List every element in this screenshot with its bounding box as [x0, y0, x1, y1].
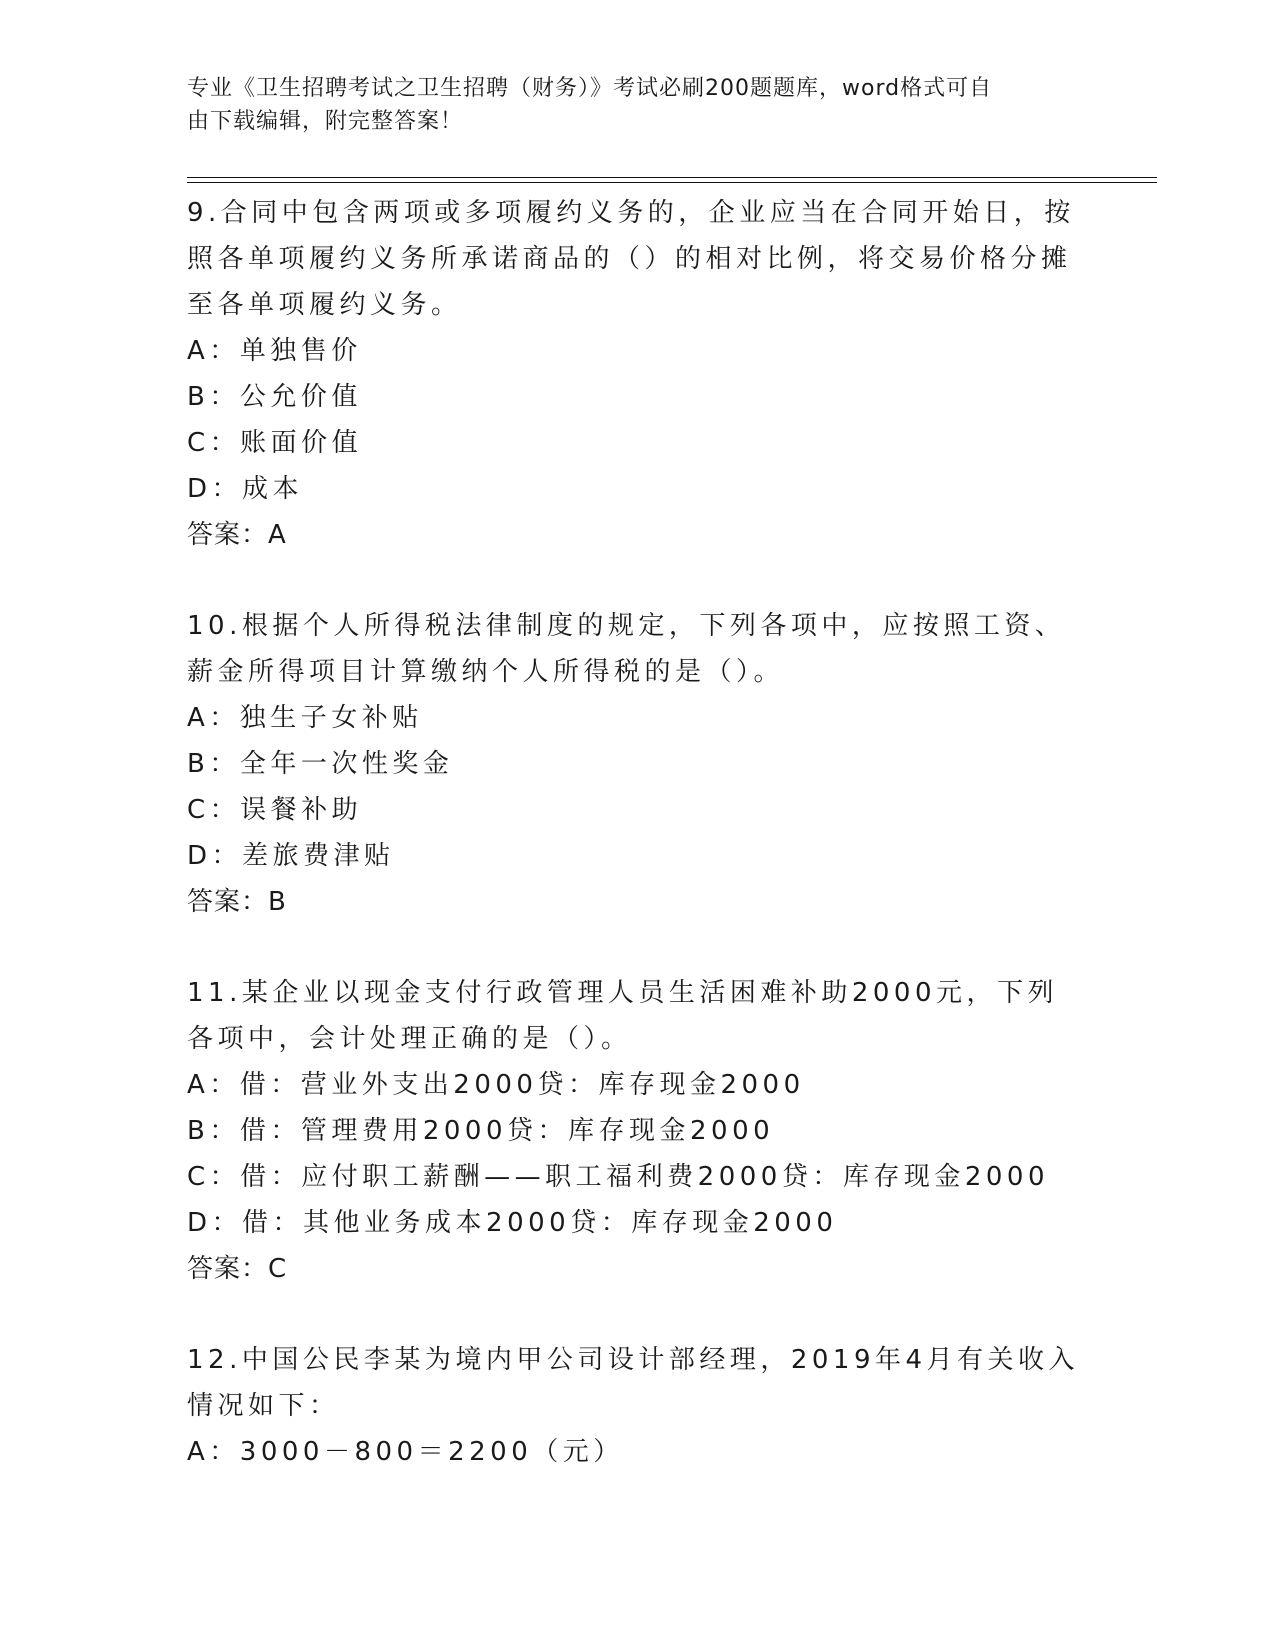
question-text: 10.根据个人所得税法律制度的规定，下列各项中，应按照工资、薪金所得项目计算缴纳个人所得税的是（）。 — [187, 611, 1066, 687]
header-line-1: 专业《卫生招聘考试之卫生招聘（财务）》考试必刷200题题库，word格式可自 — [187, 76, 993, 101]
header-rule-bottom — [187, 182, 1157, 183]
question-10 — [187, 603, 1087, 925]
option-d: D：成本 — [187, 474, 304, 504]
option-c: C：借：应付职工薪酬——职工福利费2000贷：库存现金2000 — [187, 1162, 1049, 1192]
header-rule-top — [187, 177, 1157, 178]
question-text: 12.中国公民李某为境内甲公司设计部经理，2019年4月有关收入情况如下： — [187, 1345, 1080, 1421]
option-c: C：账面价值 — [187, 428, 363, 458]
option-a: A：借：营业外支出2000贷：库存现金2000 — [187, 1070, 805, 1100]
option-a: A：单独售价 — [187, 336, 362, 366]
answer: 答案：B — [187, 887, 287, 917]
question-text: 11.某企业以现金支付行政管理人员生活困难补助2000元，下列各项中，会计处理正确的是（）。 — [187, 978, 1059, 1054]
question-12 — [187, 1337, 1087, 1475]
option-d: D：借：其他业务成本2000贷：库存现金2000 — [187, 1208, 838, 1238]
option-d: D：差旅费津贴 — [187, 841, 395, 871]
header-line-2: 由下载编辑，附完整答案！ — [187, 109, 464, 134]
answer: 答案：C — [187, 1254, 288, 1284]
option-a: A：独生子女补贴 — [187, 703, 423, 733]
option-a: A：3000－800＝2200（元） — [187, 1437, 624, 1467]
question-list — [187, 190, 1087, 1520]
option-b: B：公允价值 — [187, 382, 362, 412]
option-b: B：借：管理费用2000贷：库存现金2000 — [187, 1116, 775, 1146]
document-header — [187, 72, 1087, 138]
question-text: 9.合同中包含两项或多项履约义务的，企业应当在合同开始日，按照各单项履约义务所承诺商品的（）的相对比例，将交易价格分摊至各单项履约义务。 — [187, 198, 1075, 320]
question-11 — [187, 970, 1087, 1292]
option-c: C：误餐补助 — [187, 795, 363, 825]
answer: 答案：A — [187, 520, 287, 550]
question-9 — [187, 190, 1087, 558]
option-b: B：全年一次性奖金 — [187, 749, 454, 779]
